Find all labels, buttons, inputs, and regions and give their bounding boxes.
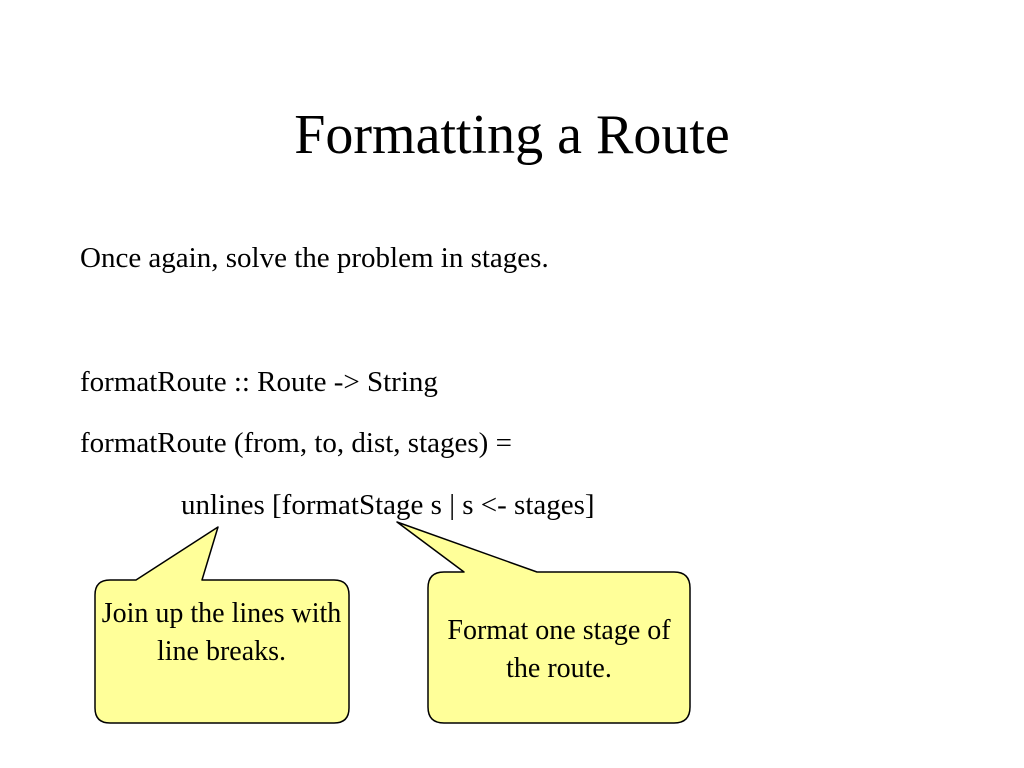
code-signature: formatRoute :: Route -> String <box>80 366 438 398</box>
callout-join-lines-text: Join up the lines with line breaks. <box>101 598 342 667</box>
code-definition: formatRoute (from, to, dist, stages) = <box>80 427 512 459</box>
slide-title: Formatting a Route <box>294 104 730 166</box>
code-body: unlines [formatStage s | s <- stages] <box>181 489 595 521</box>
intro-text: Once again, solve the problem in stages. <box>80 242 549 274</box>
callout-format-stage-text: Format one stage of the route. <box>447 615 671 684</box>
